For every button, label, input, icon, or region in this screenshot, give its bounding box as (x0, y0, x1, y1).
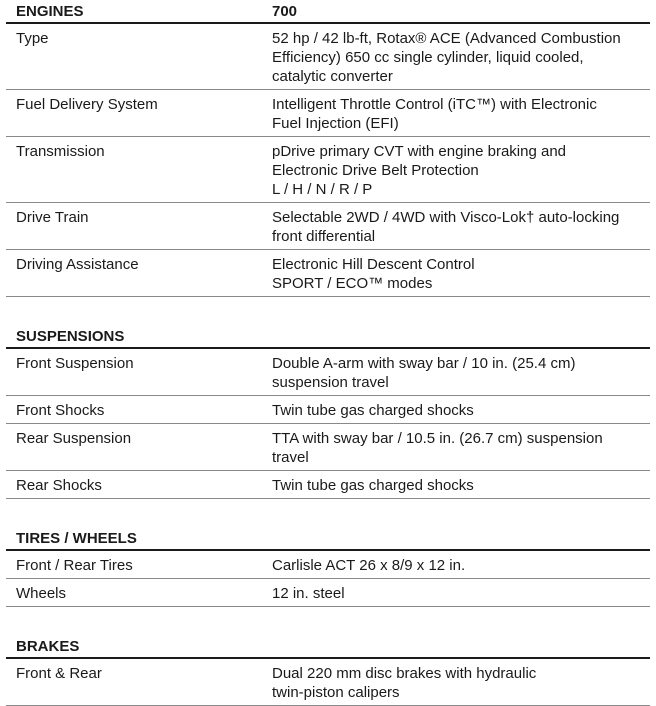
section-spacer (6, 499, 656, 525)
spec-row-front-suspension (6, 349, 650, 396)
section-header (6, 323, 650, 349)
section-title: SUSPENSIONS (16, 328, 125, 345)
spec-value: Carlisle ACT 26 x 8/9 x 12 in. (272, 557, 466, 574)
section-brakes (6, 633, 650, 706)
spec-label: Rear Shocks (16, 477, 102, 494)
spec-row-driving-assistance (6, 250, 650, 297)
section-header (6, 633, 650, 659)
spec-row-front-shocks (6, 396, 650, 424)
section-title: BRAKES (16, 638, 80, 655)
section-title: ENGINES (16, 3, 84, 20)
spec-value: 12 in. steel (272, 585, 345, 602)
spec-row-drive-train (6, 203, 650, 250)
spec-value: Double A-arm with sway bar / 10 in. (25.4 cm) suspension travel (272, 355, 576, 391)
spec-label: Type (16, 30, 49, 47)
spec-row-wheels (6, 579, 650, 607)
spec-row-rear-suspension (6, 424, 650, 471)
spec-label: Transmission (16, 143, 105, 160)
spec-row-brakes (6, 659, 650, 706)
section-engines (6, 0, 650, 297)
spec-label: Front Suspension (16, 355, 134, 372)
spec-label: Fuel Delivery System (16, 96, 158, 113)
section-header (6, 0, 650, 24)
spec-value: 52 hp / 42 lb-ft, Rotax® ACE (Advanced Combustion Efficiency) 650 cc single cylinder, liquid cooled, catalytic converter (272, 30, 621, 85)
section-spacer (6, 607, 656, 633)
section-title: TIRES / WHEELS (16, 530, 137, 547)
section-suspensions (6, 323, 650, 499)
spec-row-type (6, 24, 650, 90)
spec-label: Wheels (16, 585, 67, 602)
section-spacer (6, 297, 656, 323)
spec-value: Dual 220 mm disc brakes with hydraulic twin-piston calipers (272, 665, 537, 701)
spec-label: Rear Suspension (16, 430, 132, 447)
spec-label: Driving Assistance (16, 256, 139, 273)
spec-value: Twin tube gas charged shocks (272, 477, 474, 494)
spec-value: Twin tube gas charged shocks (272, 402, 474, 419)
spec-label: Front / Rear Tires (16, 557, 133, 574)
spec-value: Electronic Hill Descent Control SPORT / ECO™ modes (272, 256, 475, 292)
spec-row-rear-shocks (6, 471, 650, 499)
spec-row-fuel-delivery (6, 90, 650, 137)
model-column-header: 700 (272, 3, 298, 20)
section-header (6, 525, 650, 551)
spec-label: Front & Rear (16, 665, 102, 682)
spec-label: Drive Train (16, 209, 89, 226)
spec-value: Selectable 2WD / 4WD with Visco-Lok† auto-locking front differential (272, 209, 620, 245)
spec-row-tires (6, 551, 650, 579)
spec-row-transmission (6, 137, 650, 203)
spec-value: TTA with sway bar / 10.5 in. (26.7 cm) suspension travel (272, 430, 603, 466)
spec-value: pDrive primary CVT with engine braking and Electronic Drive Belt Protection L / H / N / R / P (272, 143, 567, 198)
spec-label: Front Shocks (16, 402, 105, 419)
spec-value: Intelligent Throttle Control (iTC™) with Electronic Fuel Injection (EFI) (272, 96, 597, 132)
section-tires-wheels (6, 525, 650, 607)
